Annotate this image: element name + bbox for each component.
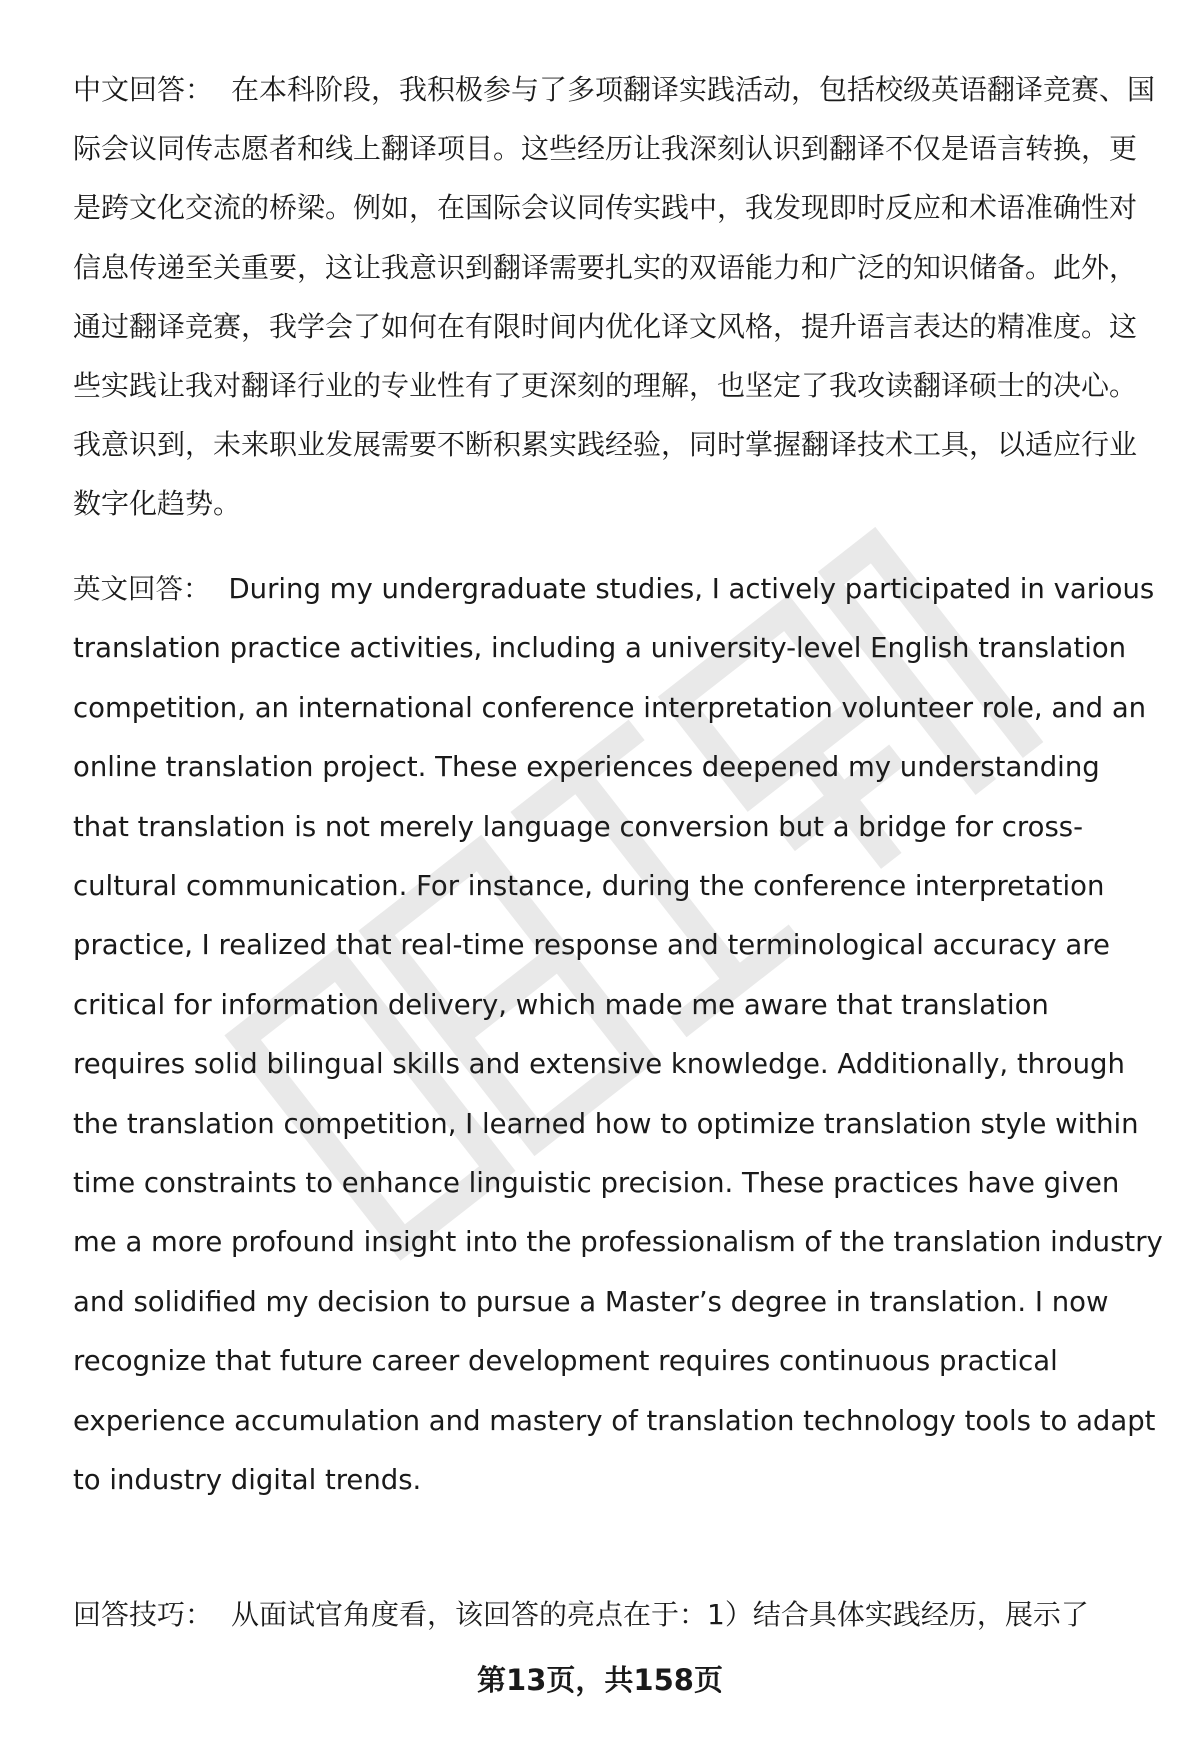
chinese-answer-text: 在本科阶段，我积极参与了多项翻译实践活动，包括校级英语翻译竞赛、国际会议同传志愿者和线上翻译项目。这些经历让我深刻认识到翻译不仅是语言转换，更是跨文化交流的桥梁。例如，在国际会议同传实践中，我发现即时反应和术语准确性对信息传递至关重要，这让我意识到翻译需要扎实的双语能力和广泛的知识储备。此外，通过翻译竞赛，我学会了如何在有限时间内优化译文风格，提升语言表达的精准度。这些实践让我对翻译行业的专业性有了更深刻的理解，也坚定了我攻读翻译硕士的决心。我意识到，未来职业发展需要不断积累实践经验，同时掌握翻译技术工具，以适应行业数字化趋势。 — [73, 73, 1156, 521]
chinese-answer-paragraph — [73, 60, 1163, 534]
page-number-footer: 第13页，共158页 — [477, 1663, 723, 1697]
english-answer-label: 英文回答： — [73, 573, 211, 605]
chinese-answer-label: 中文回答： — [73, 73, 214, 106]
answer-tips-label: 回答技巧： — [73, 1598, 214, 1631]
english-answer-text: During my undergraduate studies, I actively participated in various translation practice activities, including a university-level English translation competition, an international conference interpretation volunteer role, and an online translation project. These experiences deepened my understanding that translation is not merely language conversion but a bridge for cross-cultural communication. For instance, during the conference interpretation practice, I realized that real-time response and terminological accuracy are critical for information delivery, which made me aware that translation requires solid bilingual skills and extensive knowledge. Additionally, through the translation competition, I learned how to optimize translation style within time constraints to enhance linguistic precision. These practices have given me a more profound insight into the professionalism of the translation industry and solidified my decision to pursue a Master’s degree in translation. I now recognize that future career development requires continuous practical experience accumulation and mastery of translation technology tools to adapt to industry digital trends. — [73, 573, 1163, 1497]
answer-tips-text: 从面试官角度看，该回答的亮点在于：1）结合具体实践经历，展示了 — [231, 1598, 1089, 1631]
answer-tips-paragraph — [73, 1585, 1163, 1644]
english-answer-paragraph — [73, 560, 1163, 1511]
